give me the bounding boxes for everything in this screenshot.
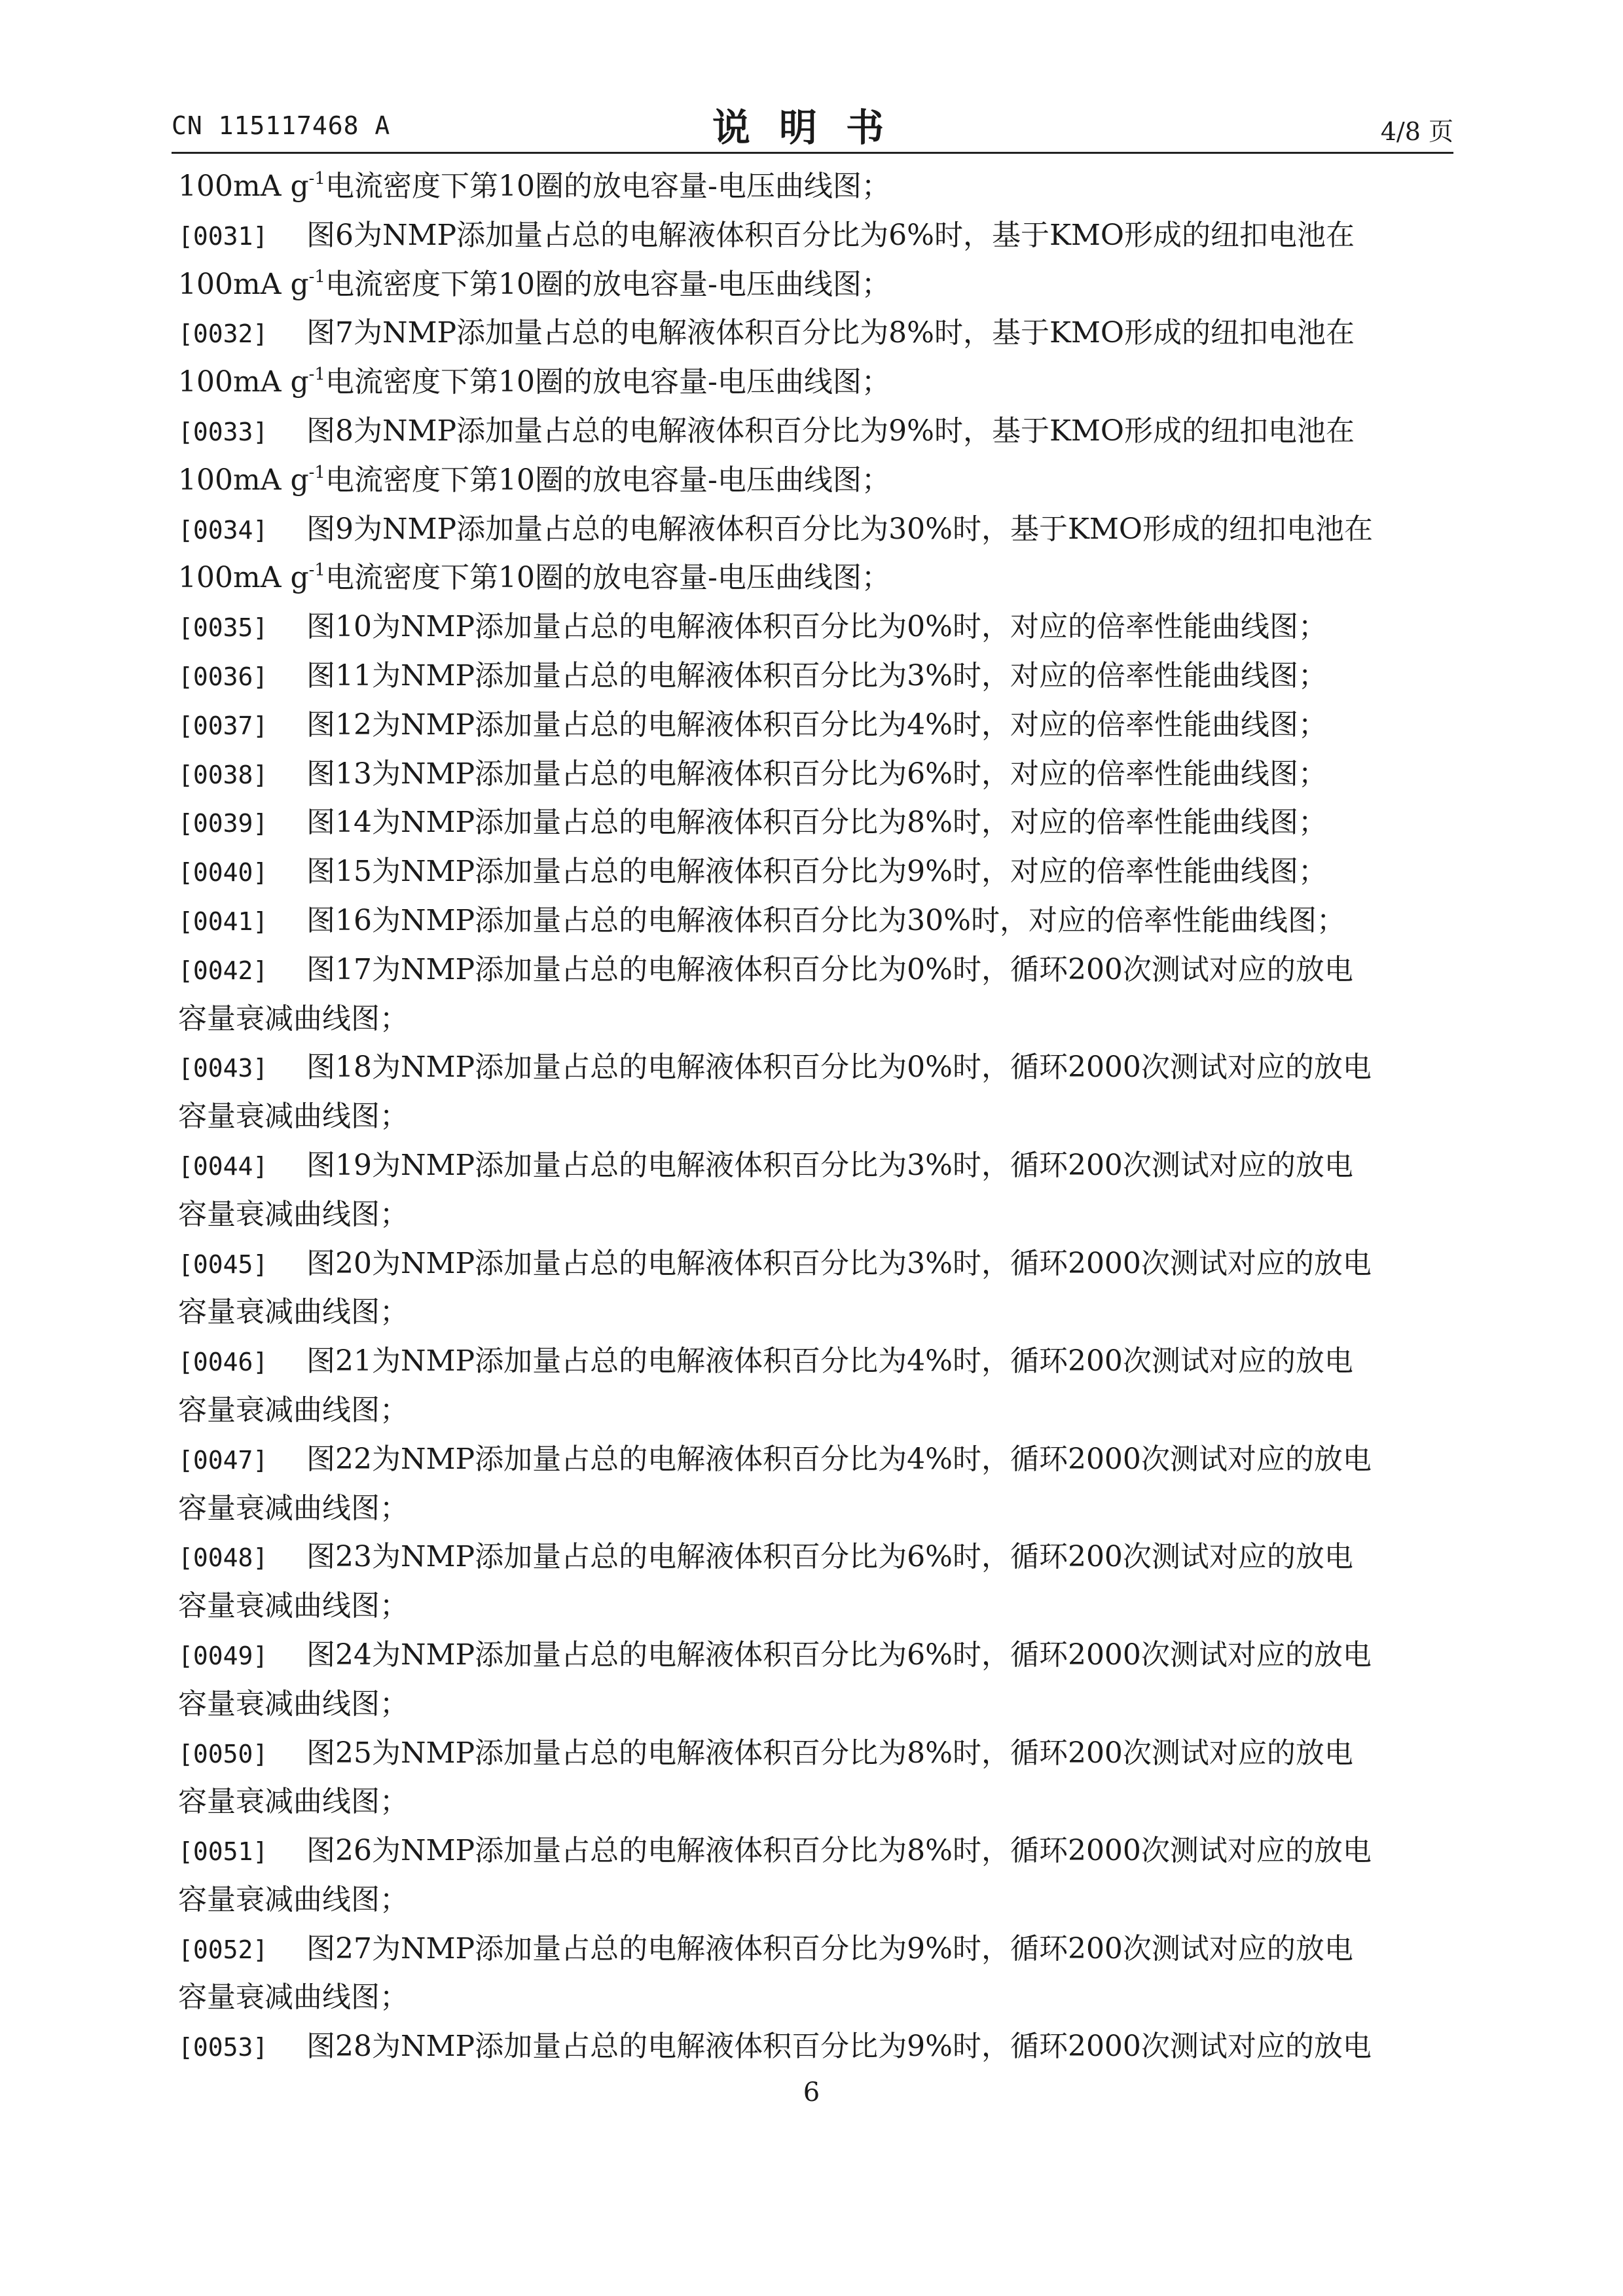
paragraph-text: 图10为NMP添加量占总的电解液体积百分比为0%时，对应的倍率性能曲线图； — [306, 610, 1327, 644]
paragraph-text: 图7为NMP添加量占总的电解液体积百分比为8%时，基于KMO形成的纽扣电池在 — [306, 316, 1355, 350]
document-title: 说明书 — [712, 105, 913, 150]
paragraph-first-line — [178, 1533, 1448, 1582]
paragraph-number: [0040] — [178, 858, 268, 888]
line-text: 电流密度下第10圈的放电容量-电压曲线图； — [325, 170, 890, 203]
paragraph-first-line — [178, 701, 1448, 750]
unit-text: 100mA g — [178, 463, 309, 497]
superscript: -1 — [308, 266, 325, 287]
paragraph-text: 图11为NMP添加量占总的电解液体积百分比为3%时，对应的倍率性能曲线图； — [306, 658, 1327, 692]
line-text: 电流密度下第10圈的放电容量-电压曲线图； — [325, 365, 890, 399]
header-divider — [172, 152, 1453, 154]
publication-number: CN 115117468 A — [172, 111, 391, 140]
paragraph-number: [0039] — [178, 809, 268, 838]
paragraph-first-line — [178, 211, 1448, 260]
paragraph-first-line — [178, 1435, 1448, 1484]
unit-text: 100mA g — [178, 170, 309, 203]
paragraph-first-line — [178, 1925, 1448, 1974]
paragraph-number: [0032] — [178, 319, 268, 349]
paragraph-text: 图8为NMP添加量占总的电解液体积百分比为9%时，基于KMO形成的纽扣电池在 — [306, 414, 1355, 448]
paragraph-text: 图21为NMP添加量占总的电解液体积百分比为4%时，循环200次测试对应的放电 — [306, 1344, 1353, 1378]
paragraph-number: [0053] — [178, 2033, 268, 2062]
paragraph-continuation-line: 容量衰减曲线图； — [178, 1100, 409, 1134]
paragraph-number: [0047] — [178, 1445, 268, 1475]
unit-text: 100mA g — [178, 267, 309, 301]
paragraph-number: [0050] — [178, 1739, 268, 1768]
paragraph-first-line — [178, 1729, 1448, 1778]
paragraph-continuation-line — [178, 358, 1448, 407]
paragraph-first-line — [178, 1141, 1448, 1191]
paragraph-number: [0044] — [178, 1151, 268, 1181]
paragraph-text: 图22为NMP添加量占总的电解液体积百分比为4%时，循环2000次测试对应的放电 — [306, 1442, 1372, 1476]
paragraph-continuation-line — [178, 260, 1448, 310]
paragraph-first-line — [178, 1240, 1448, 1289]
superscript: -1 — [308, 560, 325, 581]
paragraph-number: [0049] — [178, 1641, 268, 1670]
continuation-line — [178, 162, 1448, 211]
paragraph-number: [0043] — [178, 1054, 268, 1083]
paragraph-first-line — [178, 848, 1448, 897]
paragraph-text: 图28为NMP添加量占总的电解液体积百分比为9%时，循环2000次测试对应的放电 — [306, 2030, 1372, 2064]
paragraph-continuation-line: 容量衰减曲线图； — [178, 1981, 409, 2015]
paragraph-first-line — [178, 750, 1448, 799]
page-header — [172, 97, 1453, 149]
paragraph-number: [0046] — [178, 1348, 268, 1377]
paragraph-number: [0036] — [178, 662, 268, 691]
paragraph-first-line — [178, 603, 1448, 652]
unit-text: 100mA g — [178, 561, 309, 595]
paragraph-first-line — [178, 946, 1448, 995]
paragraph-number: [0041] — [178, 906, 268, 936]
paragraph-number: [0051] — [178, 1837, 268, 1867]
paragraph-text: 图12为NMP添加量占总的电解液体积百分比为4%时，对应的倍率性能曲线图； — [306, 708, 1327, 742]
line-text: 电流密度下第10圈的放电容量-电压曲线图； — [325, 267, 890, 301]
paragraph-first-line — [178, 798, 1448, 848]
paragraph-text: 图6为NMP添加量占总的电解液体积百分比为6%时，基于KMO形成的纽扣电池在 — [306, 218, 1355, 252]
paragraph-number: [0045] — [178, 1249, 268, 1279]
unit-text: 100mA g — [178, 365, 309, 399]
paragraph-continuation-line — [178, 456, 1448, 505]
paragraph-number: [0042] — [178, 956, 268, 985]
page-number: 6 — [803, 2077, 820, 2108]
paragraph-continuation-line: 容量衰减曲线图； — [178, 1491, 409, 1525]
paragraph-text: 图9为NMP添加量占总的电解液体积百分比为30%时，基于KMO形成的纽扣电池在 — [306, 512, 1373, 546]
paragraph-first-line — [178, 2022, 1448, 2072]
paragraph-text: 图17为NMP添加量占总的电解液体积百分比为0%时，循环200次测试对应的放电 — [306, 952, 1353, 986]
paragraph-text: 图27为NMP添加量占总的电解液体积百分比为9%时，循环200次测试对应的放电 — [306, 1931, 1353, 1965]
paragraph-continuation-line: 容量衰减曲线图； — [178, 1001, 409, 1035]
paragraph-first-line — [178, 1827, 1448, 1876]
paragraph-text: 图18为NMP添加量占总的电解液体积百分比为0%时，循环2000次测试对应的放电 — [306, 1050, 1372, 1085]
paragraph-continuation-line: 容量衰减曲线图； — [178, 1393, 409, 1427]
superscript: -1 — [308, 462, 325, 482]
paragraph-text: 图20为NMP添加量占总的电解液体积百分比为3%时，循环2000次测试对应的放电 — [306, 1246, 1372, 1280]
paragraph-first-line — [178, 309, 1448, 358]
paragraph-first-line — [178, 652, 1448, 701]
paragraph-first-line — [178, 1043, 1448, 1092]
paragraph-first-line — [178, 407, 1448, 456]
paragraph-number: [0033] — [178, 417, 268, 446]
paragraph-text: 图25为NMP添加量占总的电解液体积百分比为8%时，循环200次测试对应的放电 — [306, 1736, 1353, 1770]
paragraph-continuation-line: 容量衰减曲线图； — [178, 1687, 409, 1721]
paragraph-first-line — [178, 1631, 1448, 1680]
paragraph-number: [0035] — [178, 613, 268, 643]
paragraph-text: 图16为NMP添加量占总的电解液体积百分比为30%时，对应的倍率性能曲线图； — [306, 903, 1345, 937]
paragraph-number: [0048] — [178, 1543, 268, 1573]
paragraph-text: 图24为NMP添加量占总的电解液体积百分比为6%时，循环2000次测试对应的放电 — [306, 1638, 1372, 1672]
paragraph-number: [0052] — [178, 1935, 268, 1964]
superscript: -1 — [308, 169, 325, 188]
paragraph-continuation-line: 容量衰减曲线图； — [178, 1197, 409, 1231]
paragraph-number: [0037] — [178, 711, 268, 740]
paragraph-text: 图19为NMP添加量占总的电解液体积百分比为3%时，循环200次测试对应的放电 — [306, 1148, 1353, 1182]
line-text: 电流密度下第10圈的放电容量-电压曲线图； — [325, 561, 890, 595]
paragraph-continuation-line: 容量衰减曲线图； — [178, 1785, 409, 1819]
paragraph-number: [0031] — [178, 221, 268, 251]
superscript: -1 — [308, 365, 325, 385]
document-body — [178, 162, 1448, 2072]
paragraph-continuation-line: 容量衰减曲线图； — [178, 1589, 409, 1623]
paragraph-text: 图15为NMP添加量占总的电解液体积百分比为9%时，对应的倍率性能曲线图； — [306, 855, 1327, 889]
paragraph-text: 图23为NMP添加量占总的电解液体积百分比为6%时，循环200次测试对应的放电 — [306, 1540, 1353, 1574]
line-text: 电流密度下第10圈的放电容量-电压曲线图； — [325, 463, 890, 497]
paragraph-first-line — [178, 505, 1448, 554]
paragraph-first-line — [178, 1337, 1448, 1386]
paragraph-number: [0034] — [178, 515, 268, 545]
paragraph-continuation-line — [178, 554, 1448, 603]
paragraph-continuation-line: 容量衰减曲线图； — [178, 1882, 409, 1916]
paragraph-continuation-line: 容量衰减曲线图； — [178, 1295, 409, 1329]
paragraph-number: [0038] — [178, 760, 268, 789]
paragraph-text: 图13为NMP添加量占总的电解液体积百分比为6%时，对应的倍率性能曲线图； — [306, 757, 1327, 791]
paragraph-first-line — [178, 897, 1448, 946]
page-count: 4/8 页 — [1380, 117, 1453, 146]
paragraph-text: 图26为NMP添加量占总的电解液体积百分比为8%时，循环2000次测试对应的放电 — [306, 1834, 1372, 1868]
paragraph-text: 图14为NMP添加量占总的电解液体积百分比为8%时，对应的倍率性能曲线图； — [306, 806, 1327, 840]
